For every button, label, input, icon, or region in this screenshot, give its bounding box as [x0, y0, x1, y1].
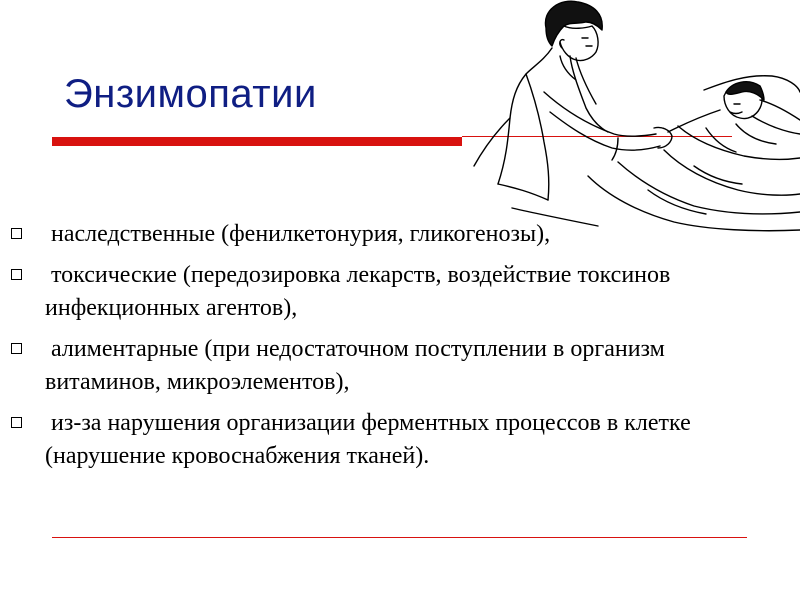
list-item [0, 259, 790, 325]
doctor-examining-patient-illustration [468, 0, 800, 234]
bullet-text: из-за нарушения организации ферментных процессов в клетке (нарушение кровоснабжения тканей). [45, 410, 697, 469]
slide-title: Энзимопатии [64, 72, 317, 116]
square-bullet-icon [11, 417, 22, 428]
bullet-text: наследственные (фенилкетонурия, гликогенозы), [45, 221, 551, 247]
footer-divider [52, 537, 747, 538]
square-bullet-icon [11, 228, 22, 239]
square-bullet-icon [11, 343, 22, 354]
title-underline-thick [52, 137, 462, 146]
square-bullet-icon [11, 269, 22, 280]
list-item [0, 407, 790, 473]
bullet-text: алиментарные (при недостаточном поступлении в организм витаминов, микроэлементов), [45, 336, 671, 395]
list-item [0, 218, 790, 251]
bullet-text: токсические (передозировка лекарств, воздействие токсинов инфекционных агентов), [45, 262, 677, 321]
list-item [0, 333, 790, 399]
bullet-list [0, 218, 790, 481]
